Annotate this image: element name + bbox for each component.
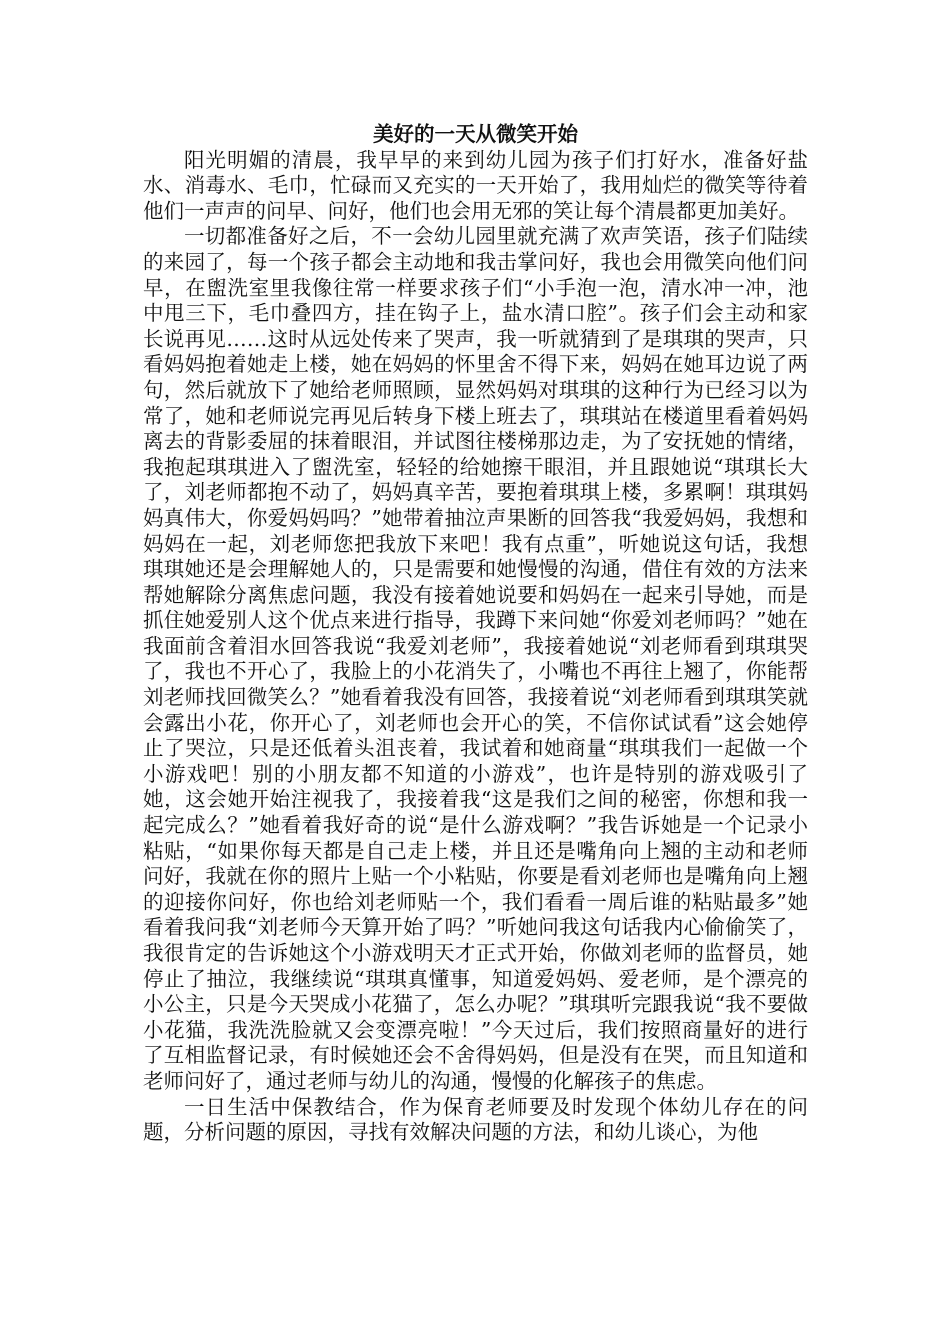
document-title: 美好的一天从微笑开始: [373, 122, 578, 146]
paragraph-2: 一切都准备好之后，不一会幼儿园里就充满了欢声笑语，孩子们陆续的来园了，每一个孩子都会主动地和我击掌问好，我也会用微笑向他们问早，在盥洗室里我像往常一样要求孩子们“小手泡一泡，清水冲一冲，池中甩三下，毛巾叠四方，挂在钩子上，盐水清口腔”。孩子们会主动和家长说再见……这时从远处传来了哭声，我一听就猜到了是琪琪的哭声，只看妈妈抱着她走上楼，她在妈妈的怀里舍不得下来，妈妈在她耳边说了两句，然后就放下了她给老师照顾，显然妈妈对琪琪的这种行为已经习以为常了，她和老师说完再见后转身下楼上班去了，琪琪站在楼道里看着妈妈离去的背影委屈的抹着眼泪，并试图往楼梯那边走，为了安抚她的情绪，我抱起琪琪进入了盥洗室，轻轻的给她擦干眼泪，并且跟她说“琪琪长大了，刘老师都抱不动了，妈妈真辛苦，要抱着琪琪上楼，多累啊！琪琪妈妈真伟大，你爱妈妈吗？”她带着抽泣声果断的回答我“我爱妈妈，我想和妈妈在一起，刘老师您把我放下来吧！我有点重”，听她说这句话，我想琪琪她还是会理解她人的，只是需要和她慢慢的沟通，借住有效的方法来帮她解除分离焦虑问题，我没有接着她说要和妈妈在一起来引导她，而是抓住她爱别人这个优点来进行指导，我蹲下来问她“你爱刘老师吗？”她在我面前含着泪水回答我说“我爱刘老师”，我接着她说“刘老师看到琪琪哭了，我也不开心了，我脸上的小花消失了，小嘴也不再往上翘了，你能帮刘老师找回微笑么？”她看着我没有回答，我接着说“刘老师看到琪琪笑就会露出小花，你开心了，刘老师也会开心的笑，不信你试试看”这会她停止了哭泣，只是还低着头沮丧着，我试着和她商量“琪琪我们一起做一个小游戏吧！别的小朋友都不知道的小游戏”，也许是特别的游戏吸引了她，这会她开始注视我了，我接着我“这是我们之间的秘密，你想和我一起完成么？”她看着我好奇的说“是什么游戏啊？”我告诉她是一个记录小粘贴，“如果你每天都是自己走上楼，并且还是嘴角向上翘的主动和老师问好，我就在你的照片上贴一个小粘贴，你要是看刘老师也是嘴角向上翘的迎接你问好，你也给刘老师贴一个，我们看看一周后谁的粘贴最多”她看着我问我“刘老师今天算开始了吗？”听她问我这句话我内心偷偷笑了，我很肯定的告诉她这个小游戏明天才正式开始，你做刘老师的监督员，她停止了抽泣，我继续说“琪琪真懂事，知道爱妈妈、爱老师，是个漂亮的小公主，只是今天哭成小花猫了，怎么办呢？”琪琪听完跟我说“我不要做小花猫，我洗洗脸就又会变漂亮啦！”今天过后，我们按照商量好的进行了互相监督记录，有时候她还会不舍得妈妈，但是没有在哭，而且知道和老师问好了，通过老师与幼儿的沟通，慢慢的化解孩子的焦虑。: [143, 224, 808, 1093]
paragraph-1: 阳光明媚的清晨，我早早的来到幼儿园为孩子们打好水，准备好盐水、消毒水、毛巾，忙碌而又充实的一天开始了，我用灿烂的微笑等待着他们一声声的问早、问好，他们也会用无邪的笑让每个清晨都更加美好。: [143, 147, 808, 223]
paragraph-3: 一日生活中保教结合，作为保育老师要及时发现个体幼儿存在的问题，分析问题的原因，寻找有效解决问题的方法，和幼儿谈心，为他: [143, 1094, 808, 1145]
document-body: [143, 122, 808, 1146]
